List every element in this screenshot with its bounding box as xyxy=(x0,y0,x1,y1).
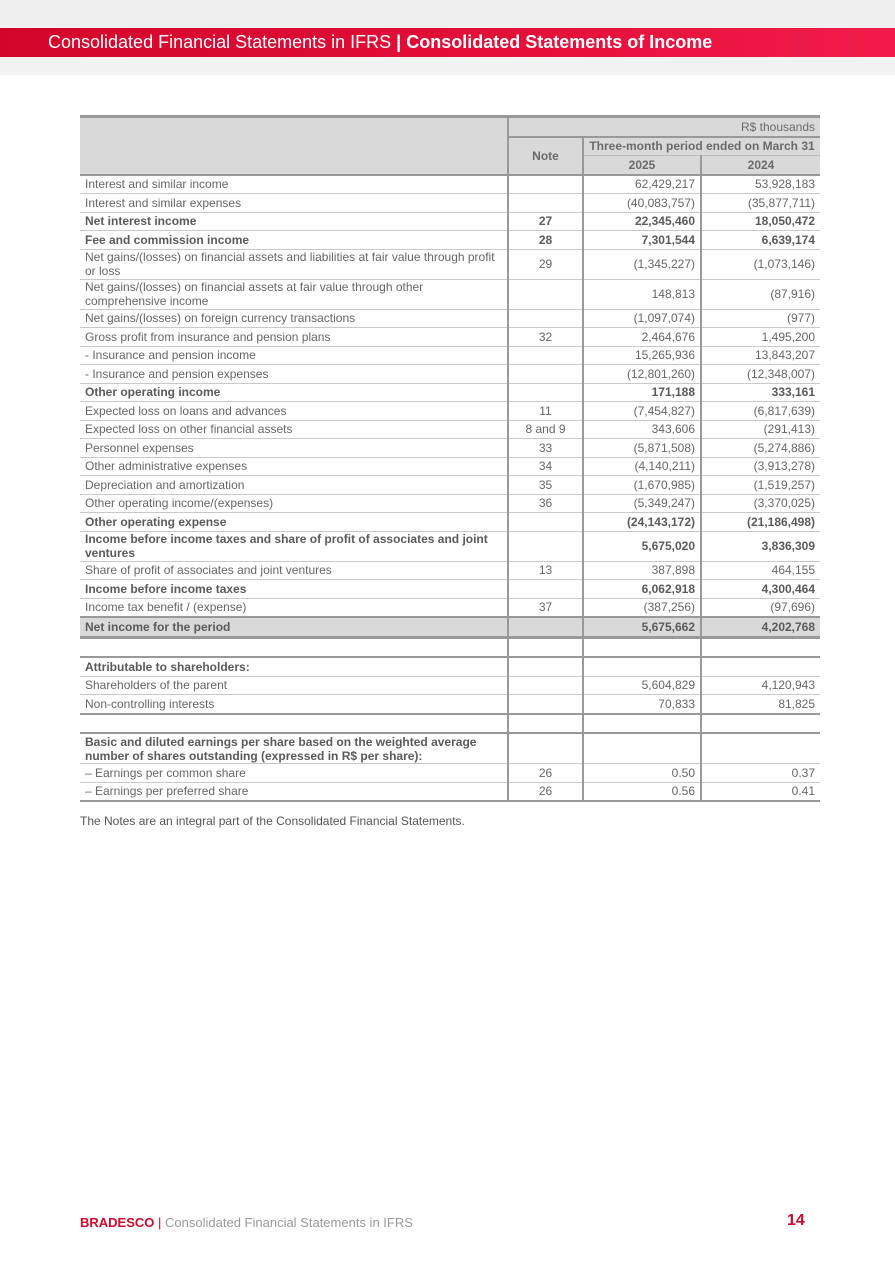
table-row xyxy=(80,580,820,599)
table-row xyxy=(80,249,820,279)
income-statement-table xyxy=(80,115,820,802)
table-row xyxy=(80,328,820,347)
row-value-2025: (24,143,172) xyxy=(583,513,701,532)
row-note: 26 xyxy=(508,764,583,783)
table-row xyxy=(80,279,820,309)
row-value-2024: (35,877,711) xyxy=(701,194,820,213)
table-row xyxy=(80,365,820,384)
row-label: Basic and diluted earnings per share based on the weighted average number of shares outstanding (expressed in R$ per share): xyxy=(80,733,508,764)
page-number: 14 xyxy=(787,1212,805,1229)
row-label: Expected loss on other financial assets xyxy=(80,420,508,439)
row-value-2025: 148,813 xyxy=(583,279,701,309)
row-label: Other operating income xyxy=(80,383,508,402)
eps-heading-row xyxy=(80,733,820,764)
row-value-2025: 0.56 xyxy=(583,782,701,801)
banner-underline xyxy=(0,57,895,75)
banner-statement-title: Consolidated Statements of Income xyxy=(406,32,713,52)
row-note: 33 xyxy=(508,439,583,458)
row-note xyxy=(508,617,583,637)
table-row xyxy=(80,531,820,561)
row-label: Net gains/(losses) on financial assets and liabilities at fair value through profit or loss xyxy=(80,249,508,279)
row-note xyxy=(508,695,583,714)
table-row xyxy=(80,212,820,231)
table-row xyxy=(80,476,820,495)
row-value-2024: 4,202,768 xyxy=(701,617,820,637)
footnote: The Notes are an integral part of the Consolidated Financial Statements. xyxy=(80,814,465,828)
row-label: Fee and commission income xyxy=(80,231,508,250)
row-value-2024: 13,843,207 xyxy=(701,346,820,365)
row-note: 8 and 9 xyxy=(508,420,583,439)
row-note: 11 xyxy=(508,402,583,421)
row-label: Non-controlling interests xyxy=(80,695,508,714)
row-value-2025: 343,606 xyxy=(583,420,701,439)
row-value-2025: (7,454,827) xyxy=(583,402,701,421)
table-row xyxy=(80,420,820,439)
table-row xyxy=(80,175,820,194)
row-note xyxy=(508,733,583,764)
row-label: Gross profit from insurance and pension plans xyxy=(80,328,508,347)
row-label: Personnel expenses xyxy=(80,439,508,458)
row-value-2025: 5,675,020 xyxy=(583,531,701,561)
row-note: 34 xyxy=(508,457,583,476)
row-note: 27 xyxy=(508,212,583,231)
row-note xyxy=(508,657,583,676)
table-row xyxy=(80,764,820,783)
row-note: 26 xyxy=(508,782,583,801)
row-note xyxy=(508,383,583,402)
row-value-2025 xyxy=(583,733,701,764)
row-note xyxy=(508,580,583,599)
row-value-2025: 5,604,829 xyxy=(583,676,701,695)
row-note xyxy=(508,714,583,734)
table-row xyxy=(80,676,820,695)
row-value-2025: 171,188 xyxy=(583,383,701,402)
row-label: Net income for the period xyxy=(80,617,508,637)
attributable-heading-row xyxy=(80,657,820,676)
table-row xyxy=(80,309,820,328)
row-label: Other operating income/(expenses) xyxy=(80,494,508,513)
table-row xyxy=(80,402,820,421)
row-value-2025: 62,429,217 xyxy=(583,175,701,194)
row-label xyxy=(80,637,508,657)
row-note: 28 xyxy=(508,231,583,250)
row-note xyxy=(508,194,583,213)
row-value-2024 xyxy=(701,714,820,734)
row-note xyxy=(508,365,583,384)
row-value-2025: 70,833 xyxy=(583,695,701,714)
row-value-2025: (12,801,260) xyxy=(583,365,701,384)
page-banner xyxy=(0,28,895,57)
table-row xyxy=(80,194,820,213)
row-note xyxy=(508,346,583,365)
row-value-2024: (6,817,639) xyxy=(701,402,820,421)
row-label: Other operating expense xyxy=(80,513,508,532)
year-2024-header: 2024 xyxy=(701,156,820,175)
row-value-2024: 1,495,200 xyxy=(701,328,820,347)
row-value-2025: (5,349,247) xyxy=(583,494,701,513)
row-value-2024: 464,155 xyxy=(701,561,820,580)
row-value-2024: (21,186,498) xyxy=(701,513,820,532)
table-row xyxy=(80,457,820,476)
year-2025-header: 2025 xyxy=(583,156,701,175)
row-value-2024 xyxy=(701,637,820,657)
row-label: Expected loss on loans and advances xyxy=(80,402,508,421)
row-value-2025: (1,345,227) xyxy=(583,249,701,279)
net-income-row xyxy=(80,617,820,637)
row-label: Net gains/(losses) on foreign currency transactions xyxy=(80,309,508,328)
table-row xyxy=(80,561,820,580)
row-label: Other administrative expenses xyxy=(80,457,508,476)
row-label: Income before income taxes xyxy=(80,580,508,599)
row-label: – Earnings per preferred share xyxy=(80,782,508,801)
row-value-2024: 53,928,183 xyxy=(701,175,820,194)
row-label: Share of profit of associates and joint ventures xyxy=(80,561,508,580)
row-value-2024: (1,519,257) xyxy=(701,476,820,495)
row-value-2025: 387,898 xyxy=(583,561,701,580)
table-row xyxy=(80,383,820,402)
footer-brand-line xyxy=(80,1215,413,1230)
row-note xyxy=(508,175,583,194)
row-value-2024: 6,639,174 xyxy=(701,231,820,250)
row-note: 13 xyxy=(508,561,583,580)
row-value-2025: (1,670,985) xyxy=(583,476,701,495)
row-note xyxy=(508,637,583,657)
period-header: Three-month period ended on March 31 xyxy=(583,137,820,156)
row-value-2025 xyxy=(583,657,701,676)
row-value-2025: (1,097,074) xyxy=(583,309,701,328)
table-row xyxy=(80,598,820,617)
row-value-2024: (3,370,025) xyxy=(701,494,820,513)
row-value-2025: (387,256) xyxy=(583,598,701,617)
row-note xyxy=(508,279,583,309)
row-value-2025: 0.50 xyxy=(583,764,701,783)
row-value-2025: 6,062,918 xyxy=(583,580,701,599)
row-value-2025 xyxy=(583,714,701,734)
row-value-2024 xyxy=(701,657,820,676)
row-value-2024: 0.37 xyxy=(701,764,820,783)
row-note: 29 xyxy=(508,249,583,279)
row-value-2025: 5,675,662 xyxy=(583,617,701,637)
note-header: Note xyxy=(508,137,583,175)
top-strip xyxy=(0,0,895,28)
table-row xyxy=(80,695,820,714)
row-label: - Insurance and pension income xyxy=(80,346,508,365)
row-label: Income before income taxes and share of profit of associates and joint ventures xyxy=(80,531,508,561)
row-value-2024: 4,300,464 xyxy=(701,580,820,599)
row-value-2025: (5,871,508) xyxy=(583,439,701,458)
row-value-2025 xyxy=(583,637,701,657)
row-value-2025: 15,265,936 xyxy=(583,346,701,365)
row-value-2024: (1,073,146) xyxy=(701,249,820,279)
row-value-2024: (291,413) xyxy=(701,420,820,439)
table-row xyxy=(80,513,820,532)
row-note xyxy=(508,531,583,561)
row-value-2025: (4,140,211) xyxy=(583,457,701,476)
row-value-2024: 333,161 xyxy=(701,383,820,402)
row-note: 37 xyxy=(508,598,583,617)
table-row xyxy=(80,439,820,458)
row-note xyxy=(508,309,583,328)
row-label: Net gains/(losses) on financial assets at fair value through other comprehensive income xyxy=(80,279,508,309)
row-value-2024: (97,696) xyxy=(701,598,820,617)
units-label: R$ thousands xyxy=(508,117,820,137)
row-note xyxy=(508,513,583,532)
footer-separator: | xyxy=(158,1215,162,1230)
spacer-row xyxy=(80,637,820,657)
table-row xyxy=(80,231,820,250)
table-row xyxy=(80,782,820,801)
row-label: Shareholders of the parent xyxy=(80,676,508,695)
row-label: - Insurance and pension expenses xyxy=(80,365,508,384)
row-label: Attributable to shareholders: xyxy=(80,657,508,676)
banner-section-title: Consolidated Financial Statements in IFRS xyxy=(48,32,392,52)
table-row xyxy=(80,346,820,365)
row-label: Net interest income xyxy=(80,212,508,231)
row-value-2025: 22,345,460 xyxy=(583,212,701,231)
row-value-2024: 3,836,309 xyxy=(701,531,820,561)
row-label: Interest and similar income xyxy=(80,175,508,194)
table-row xyxy=(80,494,820,513)
row-value-2024: 18,050,472 xyxy=(701,212,820,231)
row-value-2024: 81,825 xyxy=(701,695,820,714)
row-value-2024: (87,916) xyxy=(701,279,820,309)
row-label: – Earnings per common share xyxy=(80,764,508,783)
row-value-2024 xyxy=(701,733,820,764)
row-label xyxy=(80,714,508,734)
row-value-2024: (3,913,278) xyxy=(701,457,820,476)
row-label: Interest and similar expenses xyxy=(80,194,508,213)
spacer-row xyxy=(80,714,820,734)
row-note xyxy=(508,676,583,695)
row-value-2024: (977) xyxy=(701,309,820,328)
row-label: Depreciation and amortization xyxy=(80,476,508,495)
row-note: 35 xyxy=(508,476,583,495)
header-blank-cell xyxy=(80,117,508,175)
row-value-2025: (40,083,757) xyxy=(583,194,701,213)
footer-brand: BRADESCO xyxy=(80,1215,155,1230)
row-value-2024: (5,274,886) xyxy=(701,439,820,458)
row-note: 32 xyxy=(508,328,583,347)
banner-separator: | xyxy=(391,32,407,52)
row-value-2024: 4,120,943 xyxy=(701,676,820,695)
table-header-units-row xyxy=(80,117,820,137)
row-label: Income tax benefit / (expense) xyxy=(80,598,508,617)
row-value-2025: 7,301,544 xyxy=(583,231,701,250)
row-value-2025: 2,464,676 xyxy=(583,328,701,347)
footer-text: Consolidated Financial Statements in IFRS xyxy=(165,1215,413,1230)
row-value-2024: (12,348,007) xyxy=(701,365,820,384)
row-value-2024: 0.41 xyxy=(701,782,820,801)
row-note: 36 xyxy=(508,494,583,513)
